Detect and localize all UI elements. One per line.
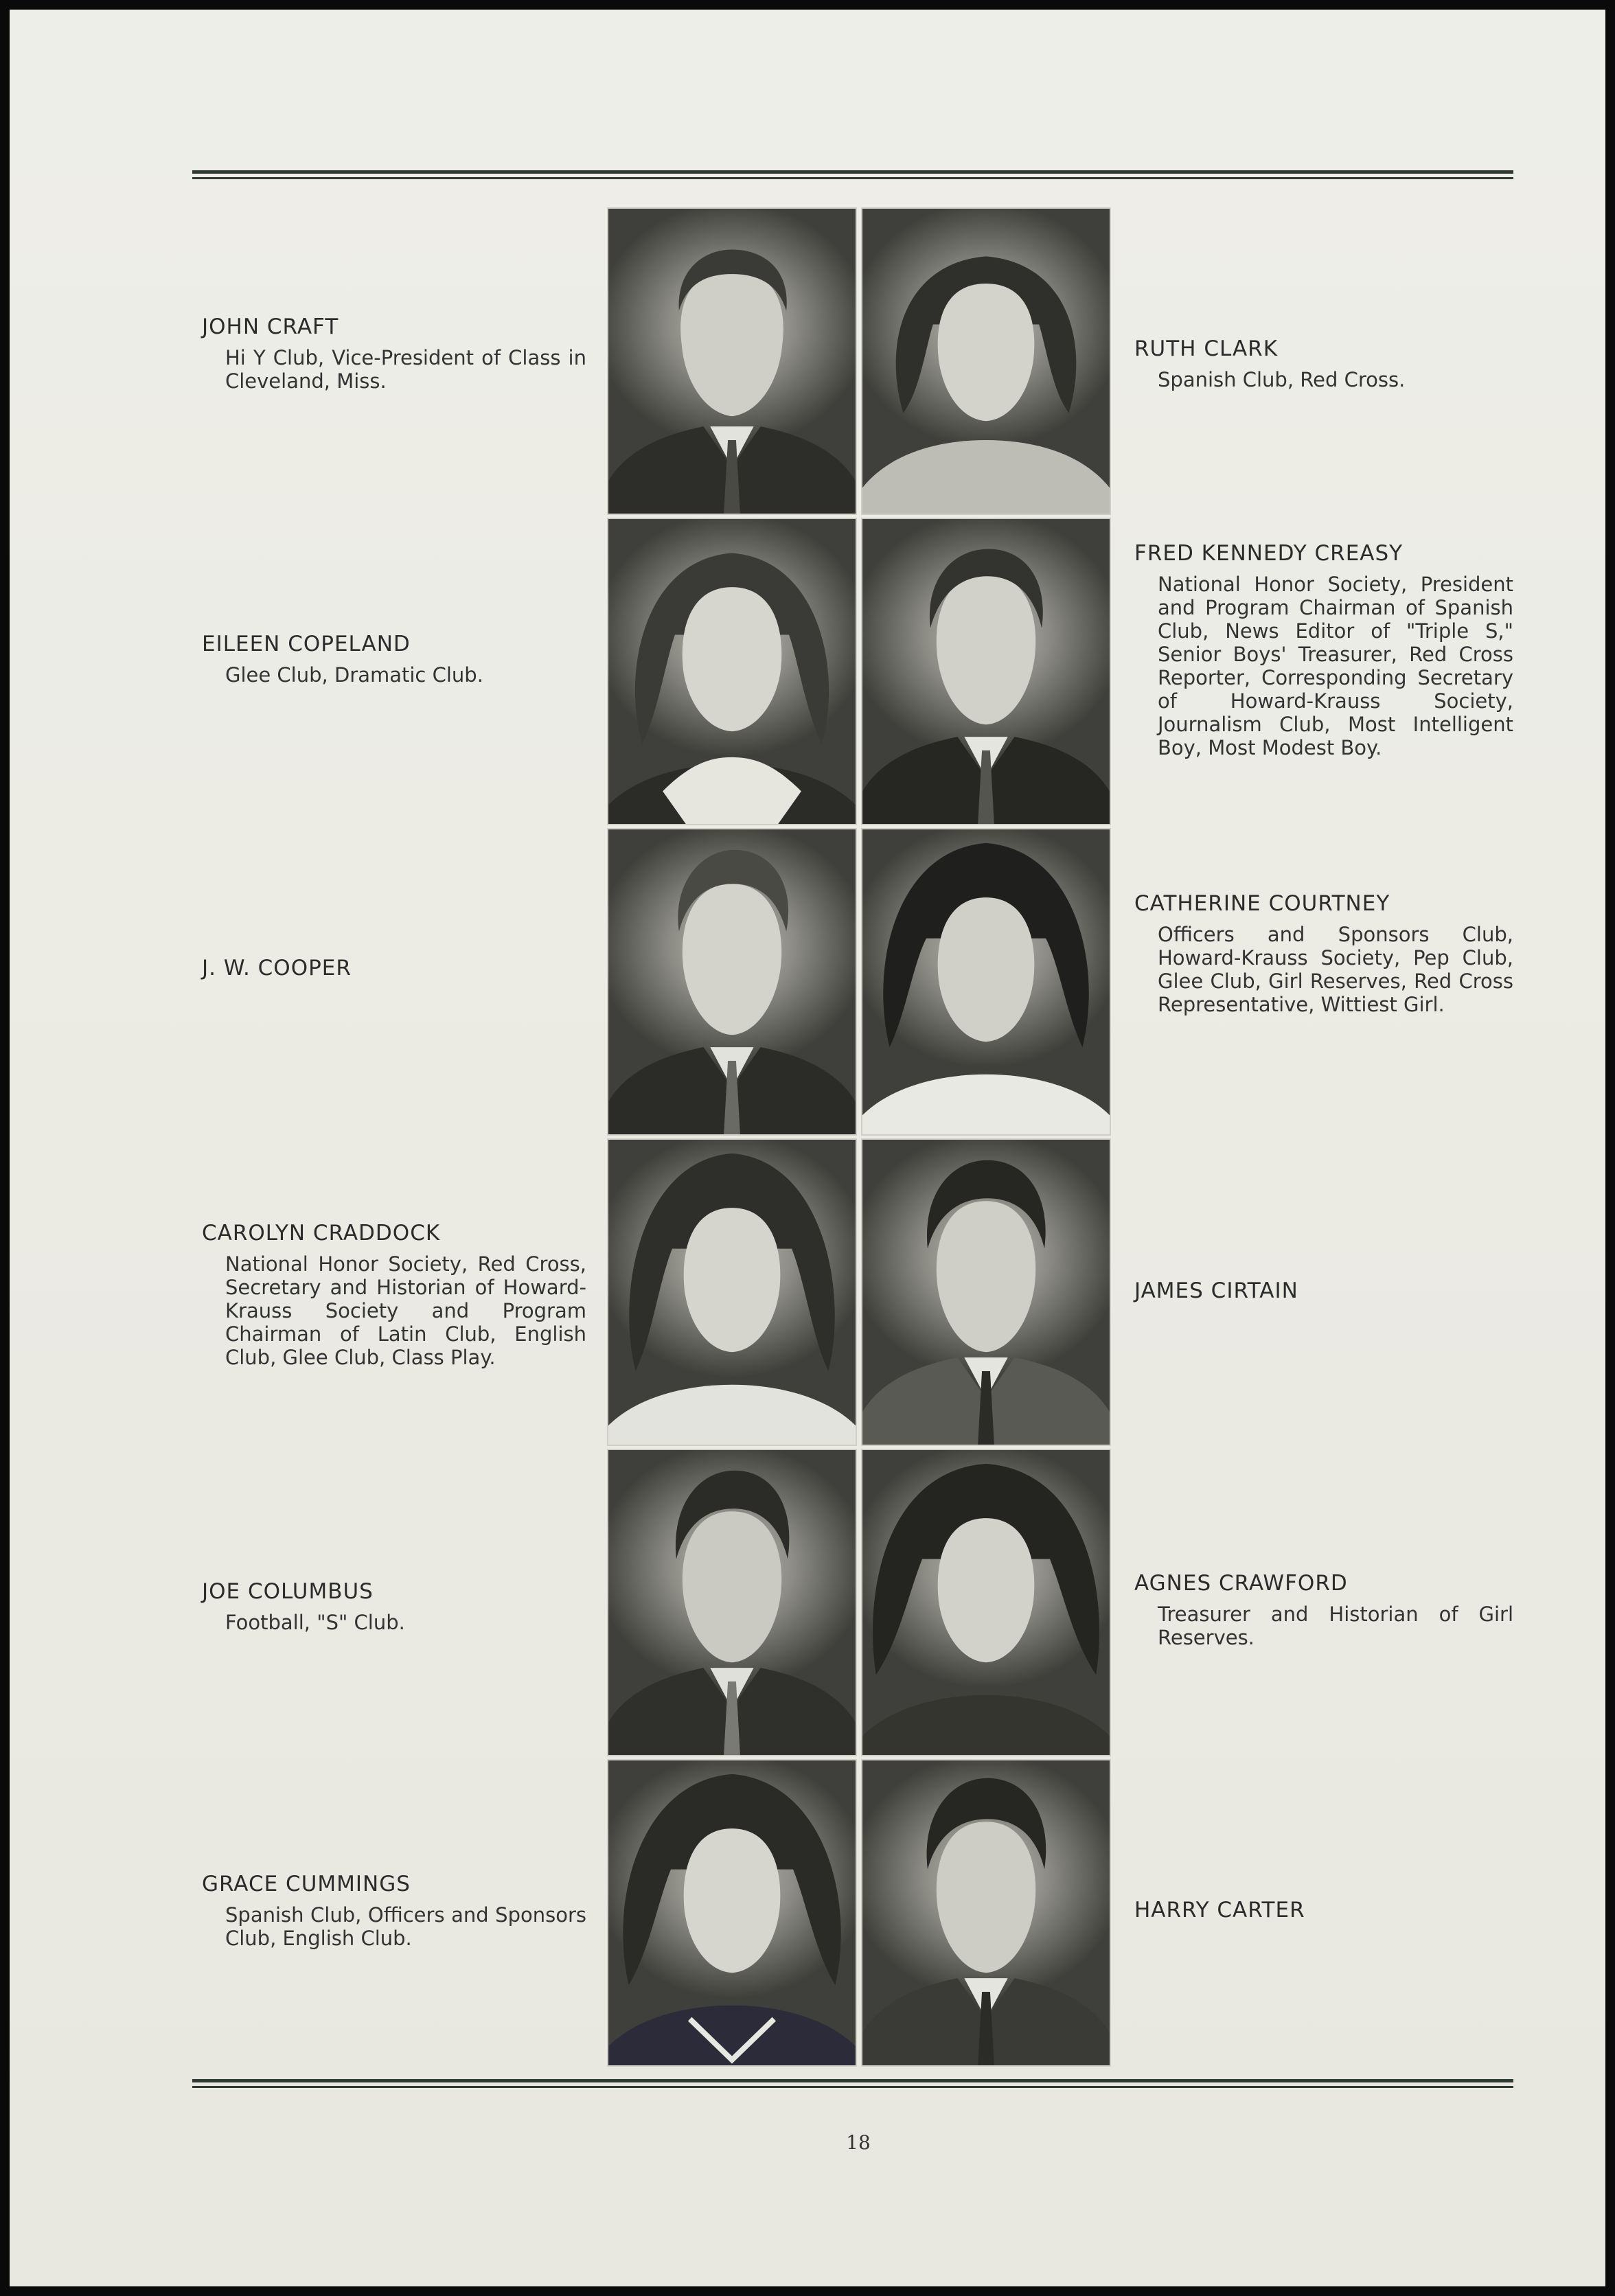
portrait-photo-boy: [607, 828, 857, 1136]
entry-j-w-cooper: [202, 954, 586, 982]
entry-john-craft: [202, 313, 586, 393]
entry-ruth-clark: [1134, 335, 1513, 391]
student-activities: Officers and Sponsors Club, Howard-Krauss Society, Pep Club, Glee Club, Girl Reserves, Red Cross Representative, Wittiest Girl.: [1158, 923, 1513, 1016]
student-name: JAMES CIRTAIN: [1134, 1278, 1298, 1303]
student-activities: Hi Y Club, Vice-President of Class in Cleveland, Miss.: [225, 346, 586, 393]
yearbook-page: [10, 10, 1605, 2286]
student-name: JOHN CRAFT: [202, 314, 339, 339]
student-name: HARRY CARTER: [1134, 1898, 1305, 1922]
portrait-photo-girl: [861, 207, 1111, 515]
portrait-photo-boy: [607, 1449, 857, 1756]
student-activities: Spanish Club, Officers and Sponsors Club, English Club.: [225, 1903, 586, 1950]
portrait-photo-boy: [861, 1138, 1111, 1446]
entry-harry-carter: [1134, 1896, 1513, 1924]
student-name: CATHERINE COURTNEY: [1134, 891, 1390, 916]
student-activities: Football, "S" Club.: [225, 1611, 405, 1634]
top-double-rule: [192, 170, 1513, 181]
bottom-double-rule: [192, 2079, 1513, 2089]
entry-agnes-crawford: [1134, 1570, 1513, 1649]
student-name: FRED KENNEDY CREASY: [1134, 541, 1404, 566]
entry-fred-kennedy-creasy: [1134, 540, 1513, 759]
student-activities: Spanish Club, Red Cross.: [1158, 368, 1406, 391]
student-name: CAROLYN CRADDOCK: [202, 1221, 441, 1245]
student-activities: National Honor Society, Red Cross, Secretary and Historian of Howard-Krauss Society and Program Chairman of Latin Club, English Club, Glee Club, Class Play.: [225, 1252, 586, 1369]
student-name: EILEEN COPELAND: [202, 632, 411, 656]
portrait-photo-girl: [861, 1449, 1111, 1756]
entry-catherine-courtney: [1134, 890, 1513, 1016]
entry-james-cirtain: [1134, 1277, 1513, 1305]
entry-eileen-copeland: [202, 630, 586, 687]
portrait-photo-girl: [607, 518, 857, 825]
entry-grace-cummings: [202, 1870, 586, 1950]
student-name: J. W. COOPER: [202, 956, 352, 980]
portrait-photo-boy: [861, 518, 1111, 825]
student-name: RUTH CLARK: [1134, 336, 1279, 361]
portrait-photo-girl: [861, 828, 1111, 1136]
student-name: AGNES CRAWFORD: [1134, 1571, 1348, 1596]
portrait-photo-girl: [607, 1138, 857, 1446]
student-activities: Treasurer and Historian of Girl Reserves.: [1158, 1603, 1513, 1649]
portrait-photo-girl: [607, 1759, 857, 2067]
portrait-photo-boy: [607, 207, 857, 515]
student-name: JOE COLUMBUS: [202, 1579, 374, 1604]
student-activities: Glee Club, Dramatic Club.: [225, 663, 483, 687]
student-name: GRACE CUMMINGS: [202, 1872, 411, 1896]
entry-carolyn-craddock: [202, 1219, 586, 1369]
entry-joe-columbus: [202, 1578, 586, 1634]
student-activities: National Honor Society, President and Program Chairman of Spanish Club, News Editor of "Triple S," Senior Boys' Treasurer, Red Cross Reporter, Corresponding Secretary of Howard-Krauss Society, Journalism Club, Most Intelligent Boy, Most Modest Boy.: [1158, 573, 1513, 759]
page-number: 18: [846, 2131, 871, 2154]
portrait-photo-boy: [861, 1759, 1111, 2067]
